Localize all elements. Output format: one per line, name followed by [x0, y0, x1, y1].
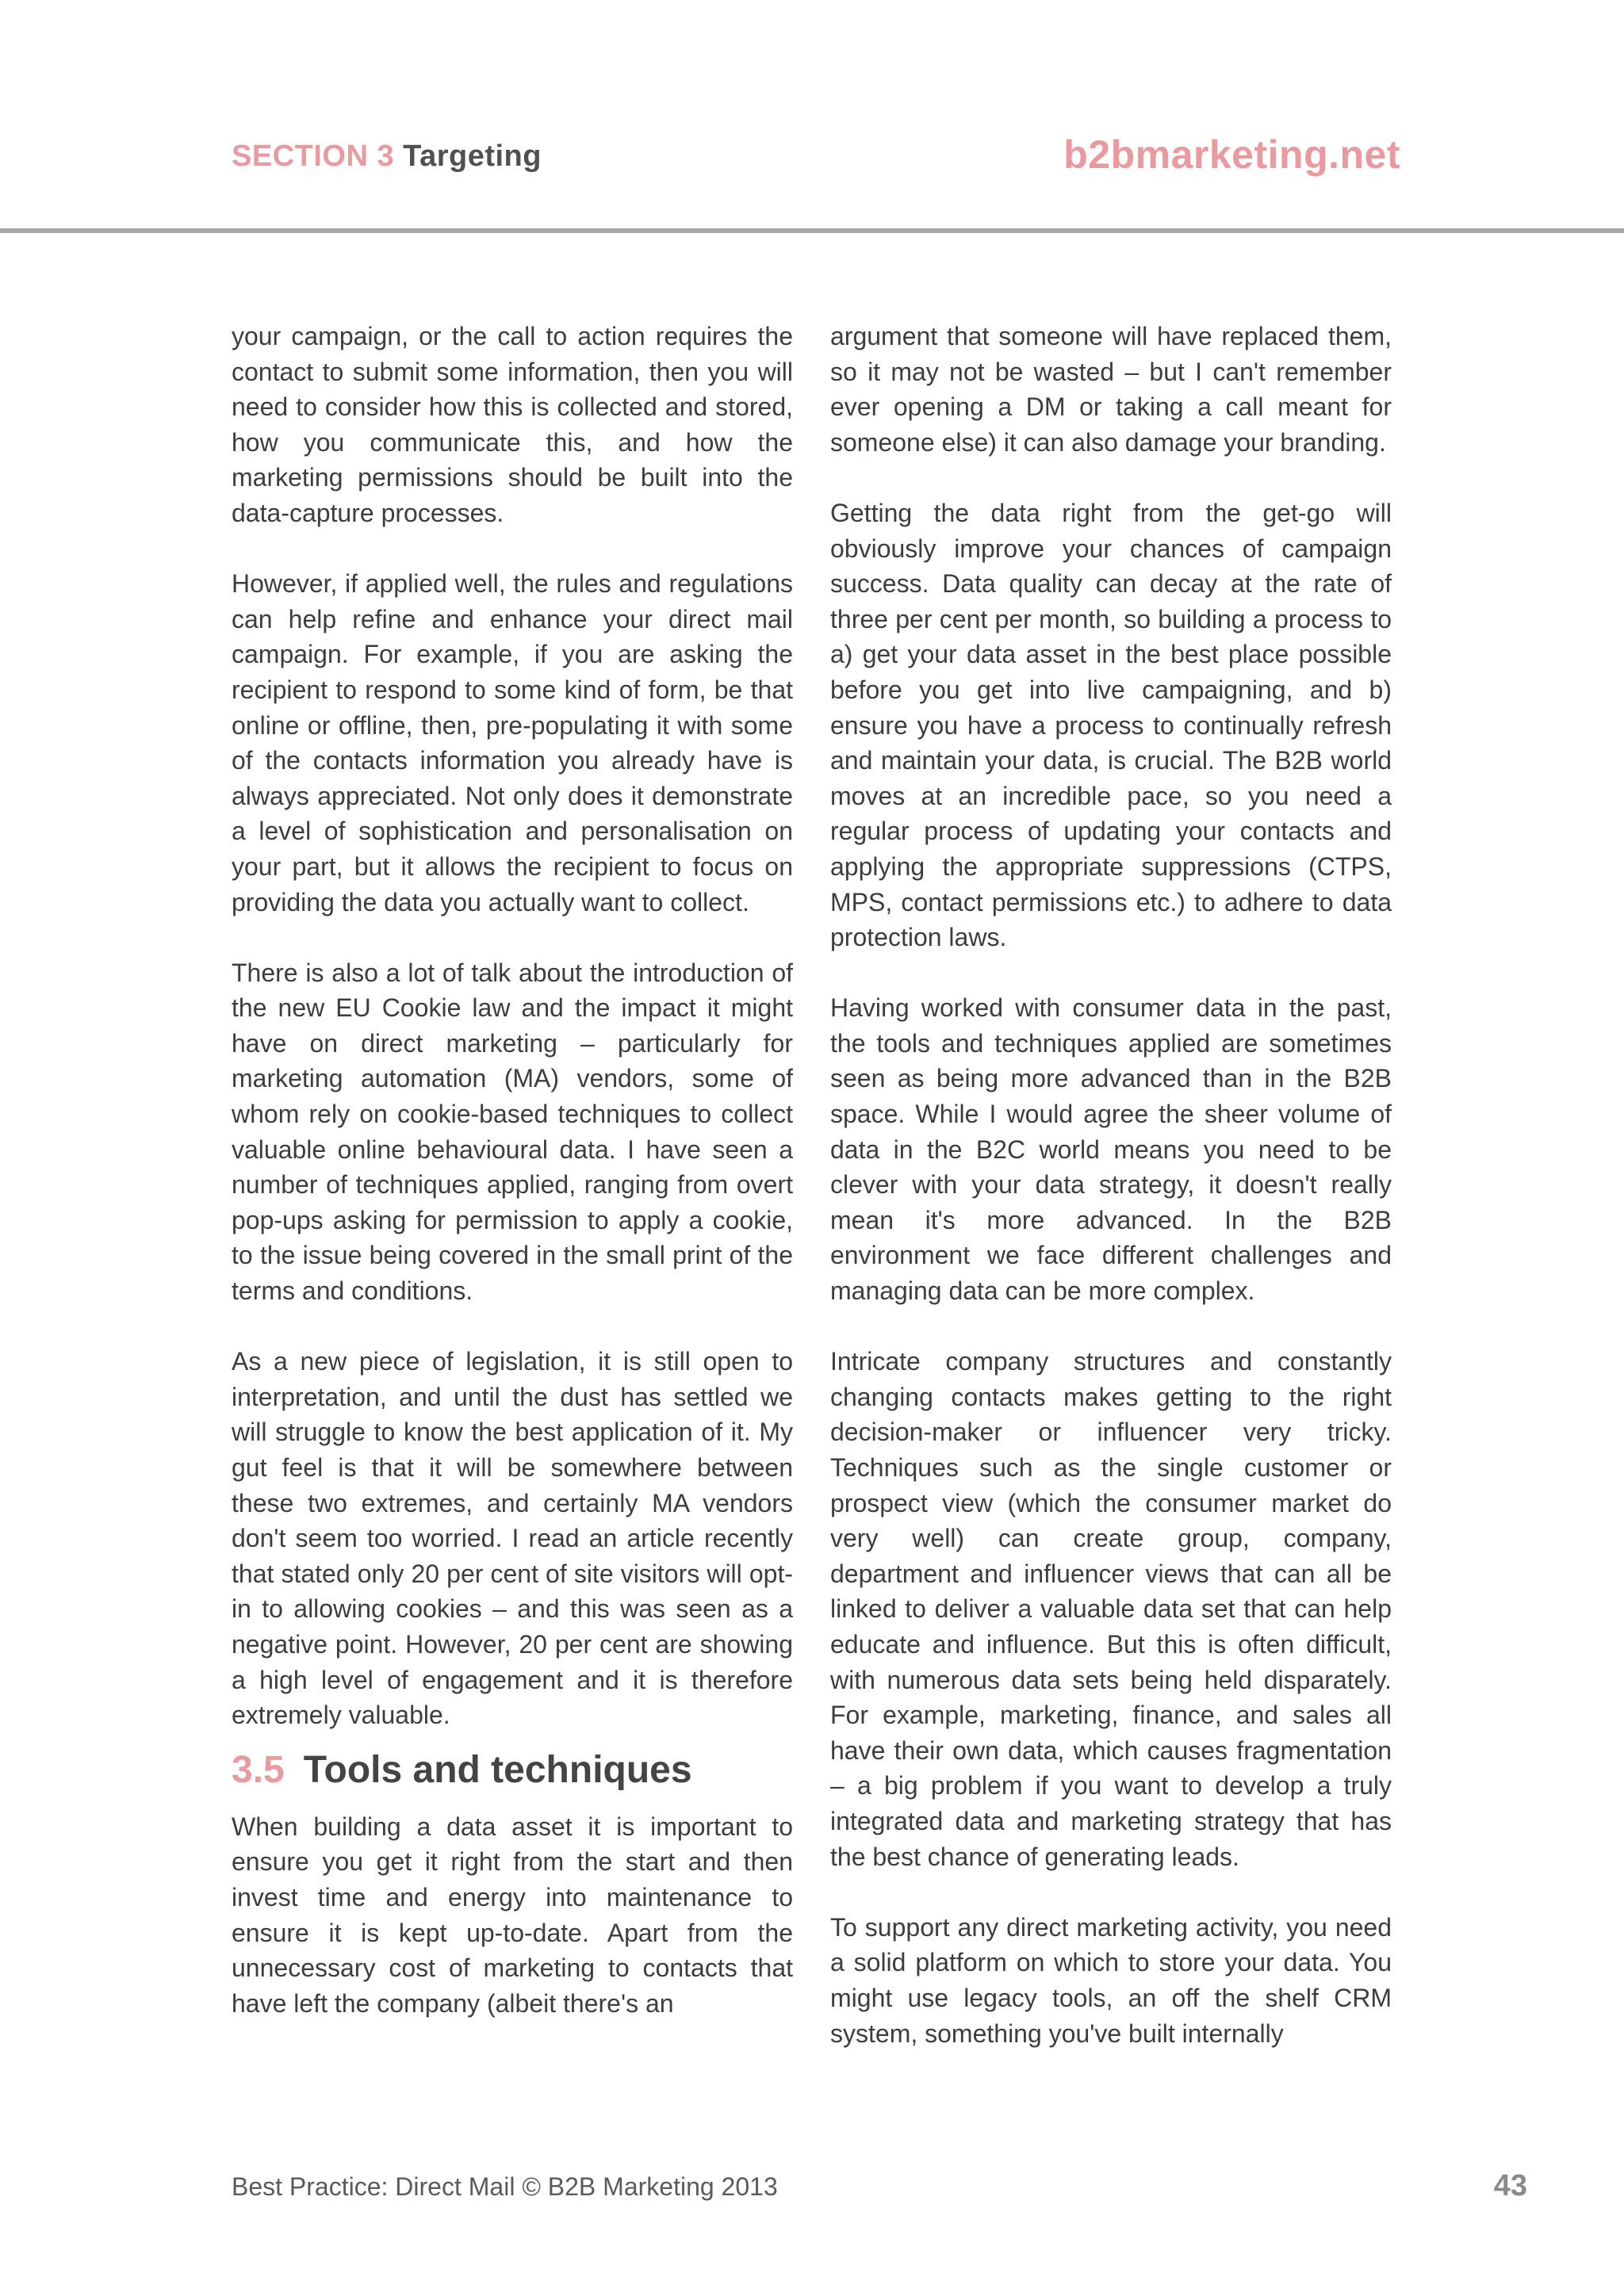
- section-number: SECTION 3: [232, 140, 395, 173]
- left-column: [232, 319, 793, 2021]
- paragraph: To support any direct marketing activity, you need a solid platform on which to store your data. You might use legacy tools, an off the shelf CRM system, something you've built internally: [830, 1912, 1392, 2048]
- paragraph: Having worked with consumer data in the past, the tools and techniques applied are sometimes seen as being more advanced than in the B2B space. While I would agree the sheer volume of data in the B2C world means you need to be clever with your data strategy, it doesn't really mean it's more advanced. In the B2B environment we face different challenges and managing data can be more complex.: [830, 993, 1392, 1306]
- page-header: [0, 0, 1624, 233]
- paragraph: As a new piece of legislation, it is still open to interpretation, and until the dust has settled we will struggle to know the best application of it. My gut feel is that it will be somewhere between these two extremes, and certainly MA vendors don't seem too worried. I read an article recently that stated only 20 per cent of site visitors will opt-in to allowing cookies – and this was seen as a negative point. However, 20 per cent are showing a high level of engagement and it is therefore extremely valuable.: [232, 1347, 793, 1730]
- paragraph: your campaign, or the call to action requires the contact to submit some information, then you will need to consider how this is collected and stored, how you communicate this, and how the marketing permissions should be built into the data-capture processes.: [232, 322, 793, 527]
- paragraph: Intricate company structures and constantly changing contacts makes getting to the right decision-maker or influencer very tricky. Techniques such as the single customer or prospect view (which the consumer market do very well) can create group, company, department and influencer views that can all be linked to deliver a valuable data set that can help educate and influence. But this is often difficult, with numerous data sets being held disparately. For example, marketing, finance, and sales all have their own data, which causes fragmentation – a big problem if you want to develop a truly integrated data and marketing strategy that has the best chance of generating leads.: [830, 1347, 1392, 1871]
- section-label: [232, 140, 542, 174]
- site-name: b2bmarketing.net: [1063, 132, 1400, 177]
- paragraph: When building a data asset it is important to ensure you get it right from the start and then invest time and energy into maintenance to ensure it is kept up-to-date. Apart from the unnecessary cost of marketing to contacts that have left the company (albeit there's an: [232, 1812, 793, 2018]
- paragraph: argument that someone will have replaced them, so it may not be wasted – but I can't remember ever opening a DM or taking a call meant for someone else) it can also damage your branding.: [830, 322, 1392, 457]
- page-number: 43: [1493, 2169, 1527, 2202]
- subheading-number: 3.5: [232, 1748, 285, 1791]
- paragraph: Getting the data right from the get-go will obviously improve your chances of campaign success. Data quality can decay at the rate of three per cent per month, so building a process to a) get your data asset in the best place possible before you get into live campaigning, and b) ensure you have a process to continually refresh and maintain your data, is crucial. The B2B world moves at an incredible pace, so you need a regular process of updating your contacts and applying the appropriate suppressions (CTPS, MPS, contact permissions etc.) to adhere to data protection laws.: [830, 498, 1392, 952]
- right-column: [830, 319, 1392, 2051]
- paragraph: However, if applied well, the rules and regulations can help refine and enhance your direct mail campaign. For example, if you are asking the recipient to respond to some kind of form, be that online or offline, then, pre-populating it with some of the contacts information you already have is always appreciated. Not only does it demonstrate a level of sophistication and personalisation on your part, but it allows the recipient to focus on providing the data you actually want to collect.: [232, 569, 793, 916]
- subheading-title: Tools and techniques: [303, 1748, 692, 1791]
- subheading: [232, 1747, 793, 1793]
- section-title: Targeting: [403, 140, 542, 173]
- paragraph: There is also a lot of talk about the introduction of the new EU Cookie law and the impact it might have on direct marketing – particularly for marketing automation (MA) vendors, some of whom rely on cookie-based techniques to collect valuable online behavioural data. I have seen a number of techniques applied, ranging from overt pop-ups asking for permission to apply a cookie, to the issue being covered in the small print of the terms and conditions.: [232, 958, 793, 1306]
- footer-credit: Best Practice: Direct Mail © B2B Marketing 2013: [232, 2172, 778, 2201]
